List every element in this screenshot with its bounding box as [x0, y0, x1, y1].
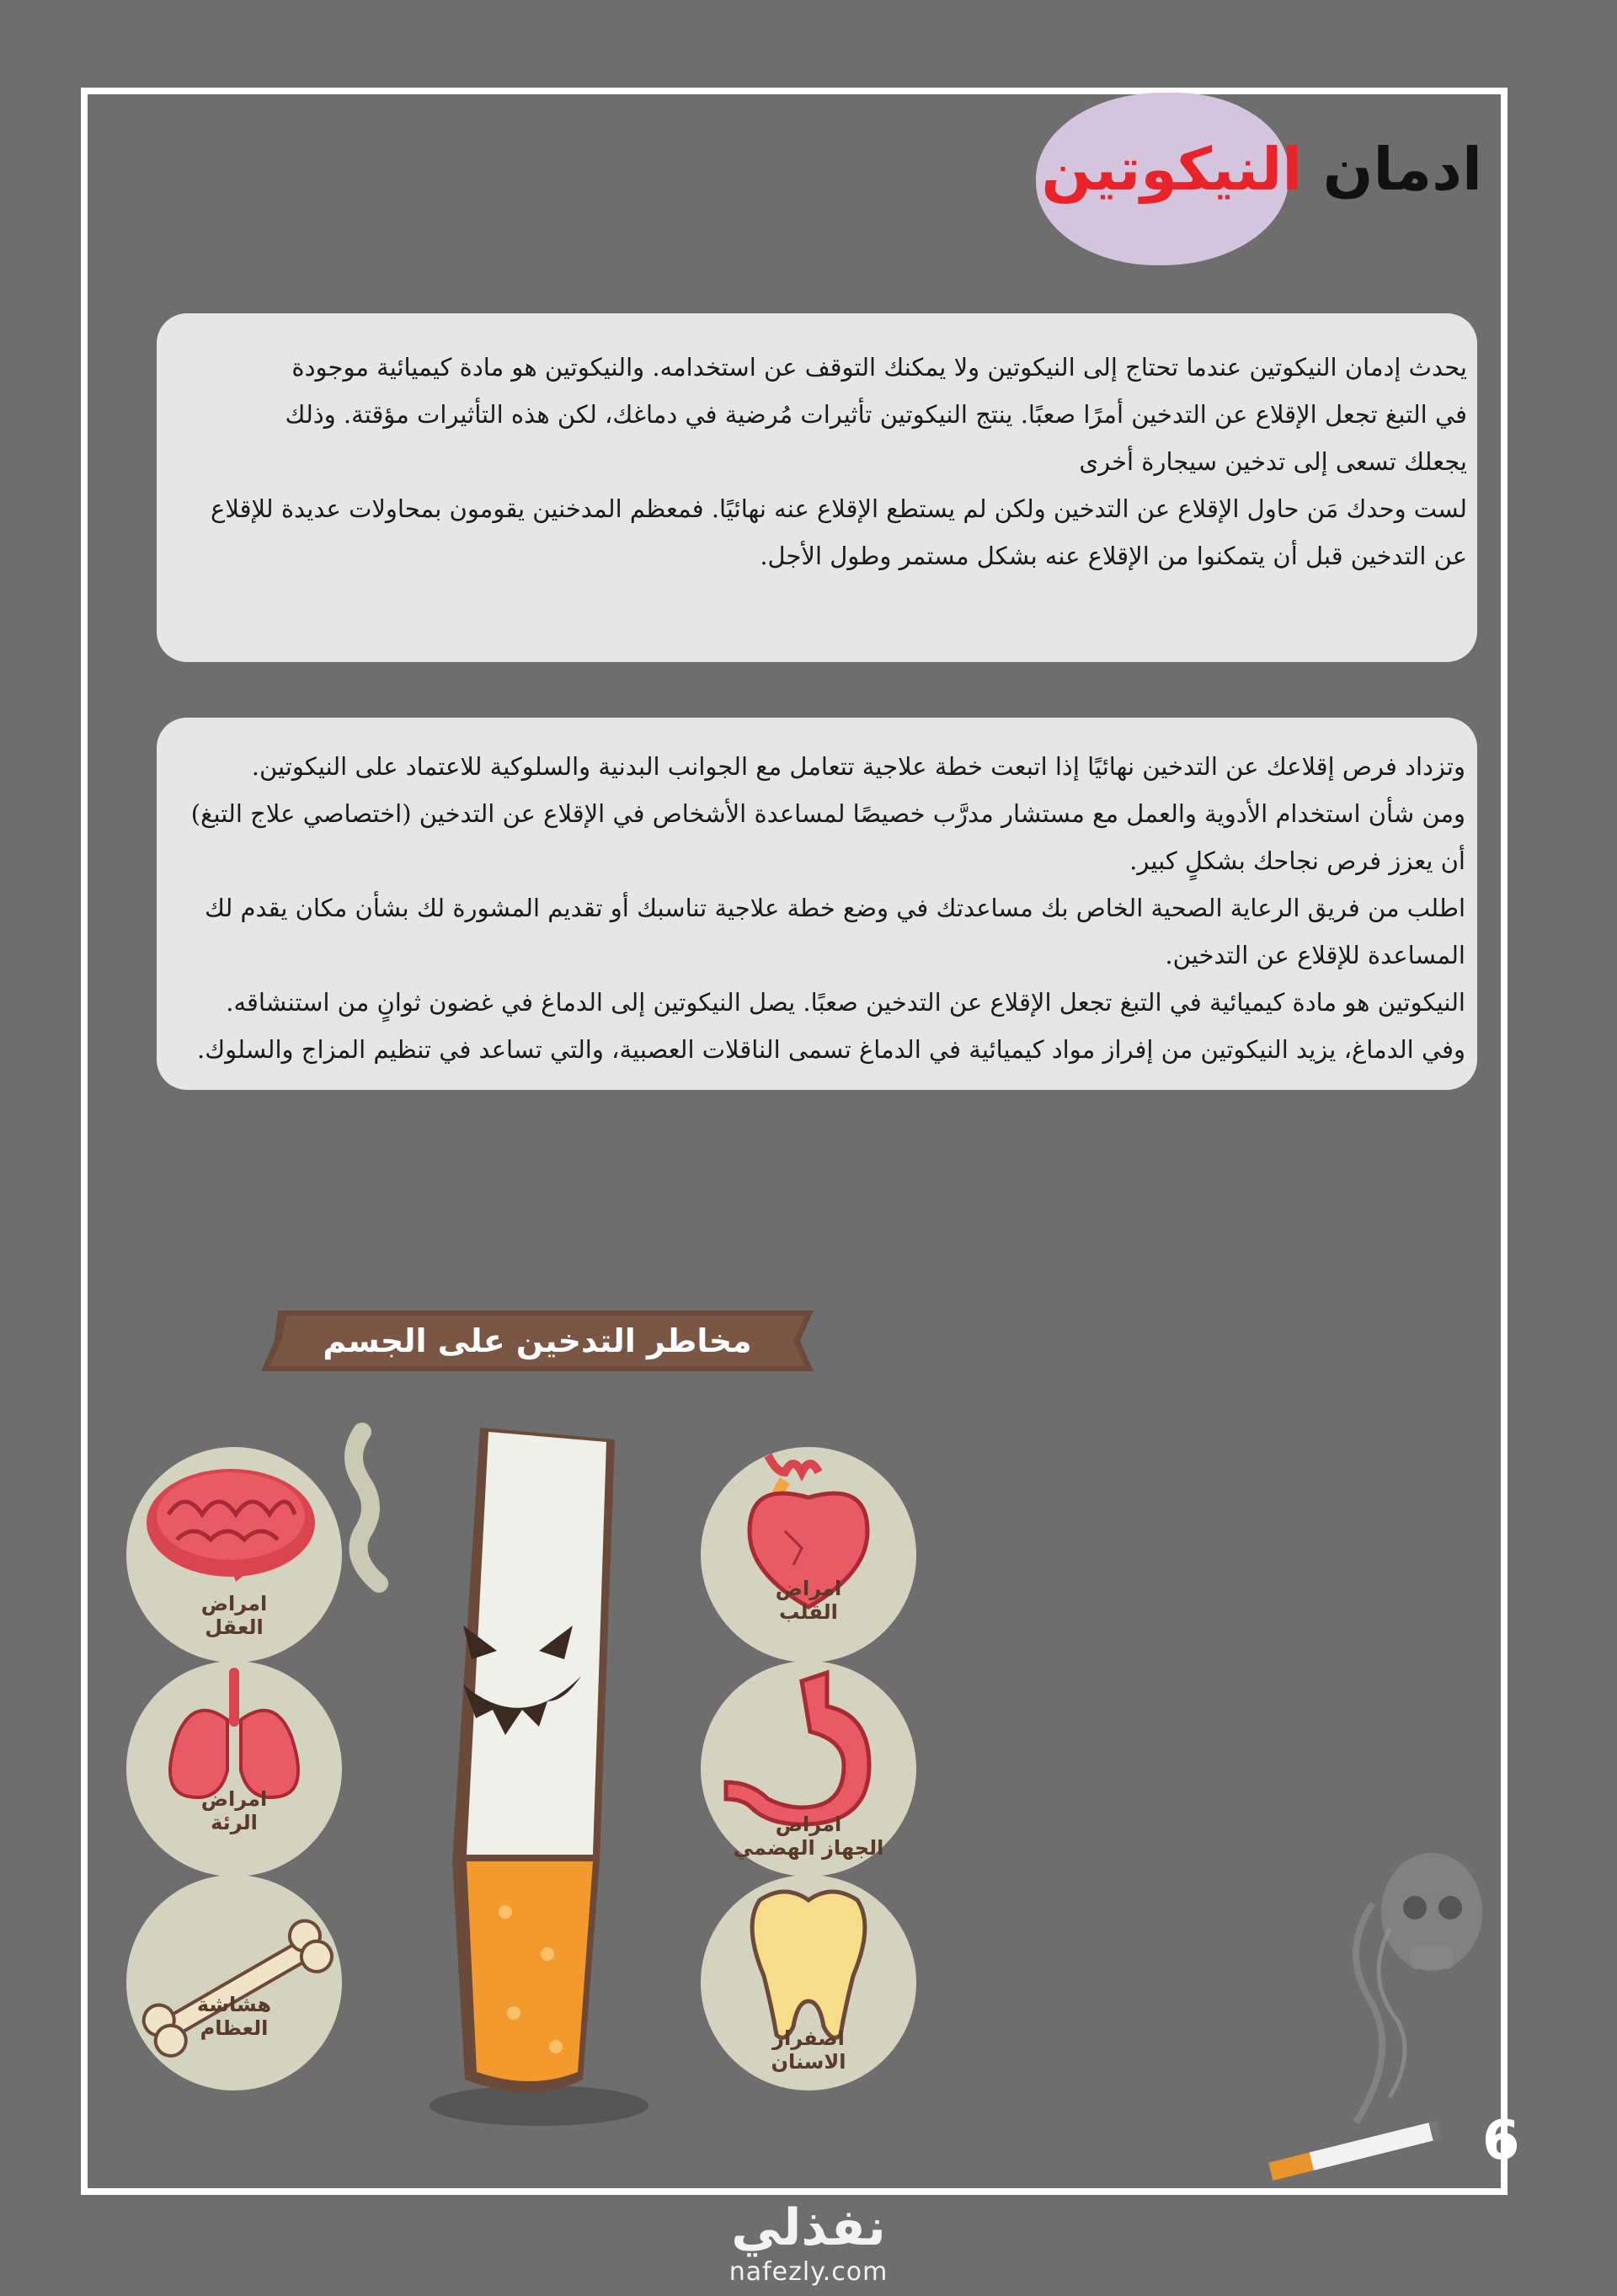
infographic-banner	[261, 1311, 814, 1371]
label-line: اصفرار	[772, 2026, 845, 2050]
stomach-circle	[701, 1661, 916, 1877]
label-line: القلب	[779, 1600, 838, 1624]
label-line: امراض	[775, 1577, 842, 1600]
label-line: الرئة	[211, 1811, 258, 1834]
paragraph-line: وتزداد فرص إقلاعك عن التدخين نهائيًا إذا اتبعت خطة علاجية تتعامل مع الجوانب البدنية والسلوكية للاعتماد على النيكوتين.	[251, 752, 1465, 781]
lit-cigarette-icon	[1259, 2122, 1453, 2173]
label-line: هشاشة	[196, 1993, 272, 2016]
organ-label	[126, 1592, 342, 1639]
logo-url: nafezly.com	[728, 2257, 889, 2287]
intro-text-box	[157, 313, 1477, 662]
label-line: العقل	[205, 1615, 264, 1639]
label-line: امراض	[775, 1813, 842, 1836]
organ-label	[701, 2026, 916, 2074]
paragraph-line: يجعلك تسعى إلى تدخين سيجارة أخرى	[1079, 447, 1467, 476]
skull-smoke-icon	[1263, 1819, 1482, 2156]
tooth-circle	[701, 1875, 916, 2090]
organ-label	[701, 1577, 916, 1624]
heart-icon	[701, 1447, 916, 1663]
cigarette-character-icon	[337, 1407, 623, 2131]
paragraph-line: أن يعزز فرص نجاحك بشكلٍ كبير.	[1129, 846, 1465, 875]
lungs-circle	[126, 1661, 342, 1877]
paragraph-line: ومن شأن استخدام الأدوية والعمل مع مستشار مدرَّب خصيصًا لمساعدة الأشخاص في الإقلاع عن التدخين (اختصاصي علاج التبغ)	[190, 799, 1465, 828]
page-title	[1041, 135, 1482, 204]
site-logo	[691, 2198, 926, 2288]
title-block	[1041, 93, 1482, 261]
bone-icon	[118, 1875, 371, 2090]
label-line: الاسنان	[771, 2050, 846, 2074]
organ-label	[126, 1993, 342, 2040]
banner-title: مخاطر التدخين على الجسم	[323, 1322, 752, 1359]
title-word-1: ادمان	[1322, 135, 1482, 204]
page-number: 6	[1482, 2110, 1520, 2172]
logo-arabic: نفذلي	[731, 2198, 886, 2257]
organ-label	[701, 1813, 916, 1860]
label-line: امراض	[200, 1592, 268, 1615]
label-line: الجهاز الهضمي	[733, 1836, 884, 1860]
title-word-2: النيكوتين	[1041, 135, 1303, 204]
paragraph-line: وفي الدماغ، يزيد النيكوتين من إفراز مواد كيميائية في الدماغ تسمى الناقلات العصبية، والتي تساعد في تنظيم المزاج والسلوك.	[197, 1035, 1465, 1064]
paragraph-line: في التبغ تجعل الإقلاع عن التدخين أمرًا صعبًا. ينتج النيكوتين تأثيرات مُرضية في دماغك، لكن هذه التأثيرات مؤقتة. وذلك	[285, 400, 1467, 429]
paragraph-line: اطلب من فريق الرعاية الصحية الخاص بك مساعدتك في وضع خطة علاجية تناسبك أو تقديم المشورة لك بشأن مكان يقدم لك	[205, 894, 1465, 922]
bone-circle	[126, 1875, 342, 2090]
treatment-text-box	[157, 718, 1477, 1090]
brain-circle	[126, 1447, 342, 1663]
paragraph-line: يحدث إدمان النيكوتين عندما تحتاج إلى النيكوتين ولا يمكنك التوقف عن استخدامه. والنيكوتين هو مادة كيميائية موجودة	[291, 353, 1467, 382]
heart-circle	[701, 1447, 916, 1663]
lungs-icon	[126, 1661, 342, 1877]
paragraph-line: لست وحدك مَن حاول الإقلاع عن التدخين ولكن لم يستطع الإقلاع عنه نهائيًا. فمعظم المدخنين يقومون بمحاولات عديدة للإقلاع	[211, 494, 1467, 523]
label-line: امراض	[200, 1787, 268, 1811]
label-line: العظام	[200, 2016, 269, 2040]
paragraph-line: النيكوتين هو مادة كيميائية في التبغ تجعل الإقلاع عن التدخين صعبًا. يصل النيكوتين إلى الدماغ في غضون ثوانٍ من استنشاقه.	[226, 988, 1465, 1017]
organ-label	[126, 1787, 342, 1834]
paragraph-line: عن التدخين قبل أن يتمكنوا من الإقلاع عنه بشكل مستمر وطول الأجل.	[760, 542, 1467, 570]
paragraph-line: المساعدة للإقلاع عن التدخين.	[1165, 941, 1465, 969]
